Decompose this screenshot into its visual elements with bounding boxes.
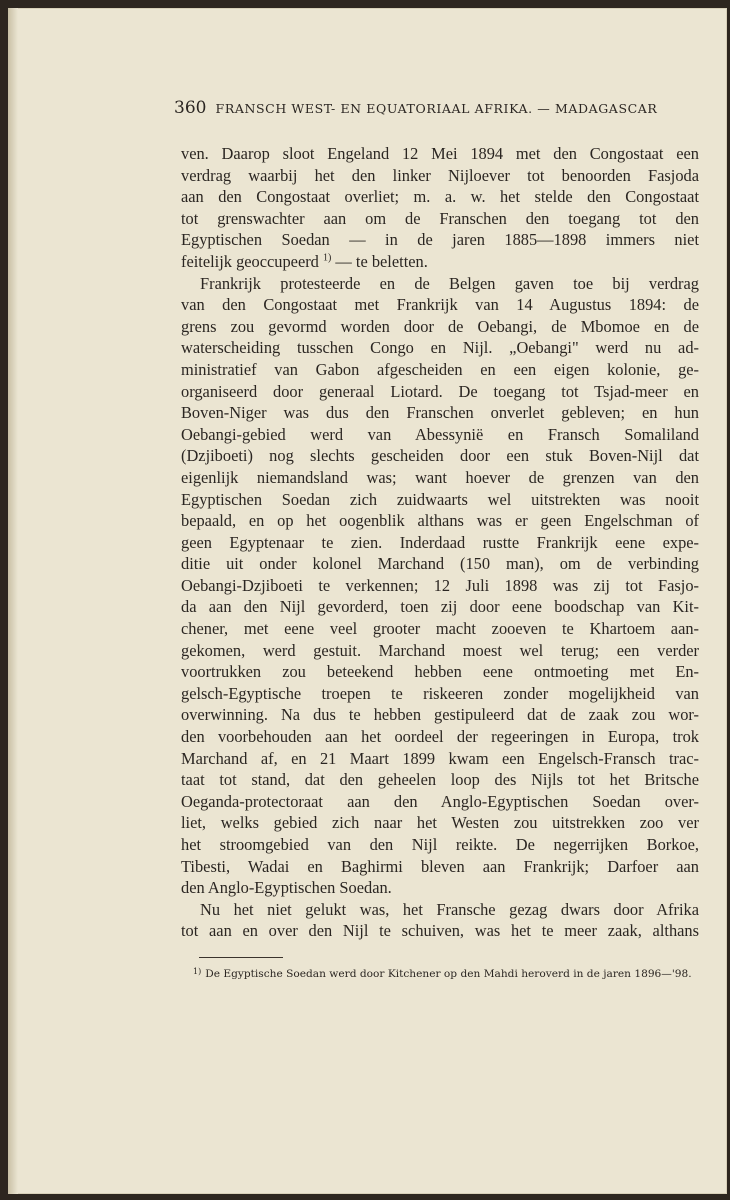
paragraph-2-line: gelsch-Egyptische troepen te riskeeren zonder mogelijkheid van	[181, 683, 699, 703]
paragraph-2-line: ditie uit onder kolonel Marchand (150 man), om de verbinding	[181, 554, 699, 574]
footnote-text: De Egyptische Soedan werd door Kitchener op den Mahdi heroverd in de jaren 1896—'98.	[205, 968, 692, 980]
paragraph-2-line: overwinning. Na dus te hebben gestipuleerd dat de zaak zou wor-	[181, 705, 699, 725]
paragraph-1-line: verdrag waarbij het den linker Nijloever tot benoorden Fasjoda	[181, 165, 699, 185]
paragraph-1-line: tot grenswachter aan om de Franschen den toegang tot den	[181, 208, 699, 228]
page-gutter-shadow	[8, 8, 18, 1194]
paragraph-2-line: da aan den Nijl gevorderd, toen zij door eene boodschap van Kit-	[181, 597, 699, 617]
paragraph-2-line: eigenlijk niemandsland was; want hoever de grenzen van den	[181, 467, 699, 487]
paragraph-3-line: tot aan en over den Nijl te schuiven, was het te meer zaak, althans	[181, 921, 699, 941]
paragraph-2-line: liet, welks gebied zich naar het Westen zou uitstrekken zoo ver	[181, 813, 699, 833]
paragraph-2-line: (Dzjiboeti) nog slechts gescheiden door een stuk Boven-Nijl dat	[181, 446, 699, 466]
paragraph-1-line: ven. Daarop sloot Engeland 12 Mei 1894 met den Congostaat een	[181, 144, 699, 163]
paragraph-1-line: Egyptischen Soedan — in de jaren 1885—1898 immers niet	[181, 230, 699, 250]
paragraph-2-line: Boven-Niger was dus den Franschen onverlet gebleven; en hun	[181, 403, 699, 423]
paragraph-2-line: Egyptischen Soedan zich zuidwaarts wel uitstrekten was nooit	[181, 489, 699, 509]
paragraph-2-line: chener, met eene veel grooter macht zooeven te Khartoem aan-	[181, 619, 699, 639]
paragraph-1-line: aan den Congostaat overliet; m. a. w. het stelde den Congostaat	[181, 187, 699, 207]
paragraph-2-line: ministratief van Gabon afgescheiden en een eigen kolonie, ge-	[181, 359, 699, 379]
text-span: feitelijk geoccupeerd	[181, 251, 323, 271]
footnote-mark: 1)	[193, 967, 202, 976]
paragraph-2-line: Oebangi-gebied werd van Abessynië en Fransch Somaliland	[181, 424, 699, 444]
paragraph-2-line: geen Egyptenaar te zien. Inderdaad rustte Frankrijk eene expe-	[181, 532, 699, 552]
running-head	[174, 98, 700, 118]
paragraph-2-line: den voorbehouden aan het oordeel der regeeringen in Europa, trok	[181, 727, 699, 747]
paragraph-2-line: Tibesti, Wadai en Baghirmi bleven aan Frankrijk; Darfoer aan	[181, 856, 699, 876]
footnote	[181, 964, 699, 982]
paragraph-2-line: het stroomgebied van den Nijl reikte. De negerrijken Borkoe,	[181, 835, 699, 854]
paragraph-1-last-line	[181, 251, 699, 273]
paragraph-2-line: van den Congostaat met Frankrijk van 14 Augustus 1894: de	[181, 295, 699, 315]
paragraph-2-line: grens zou gevormd worden door de Oebangi, de Mbomoe en de	[181, 316, 699, 336]
paragraph-2-line: Oeganda-protectoraat aan den Anglo-Egyptischen Soedan over-	[181, 791, 699, 811]
paragraph-2-last-line: den Anglo-Egyptischen Soedan.	[181, 878, 392, 898]
paragraph-2-line: organiseerd door generaal Liotard. De toegang tot Tsjad-meer en	[181, 381, 699, 401]
paragraph-2-line: waterscheiding tusschen Congo en Nijl. „Oebangi" werd nu ad-	[181, 338, 699, 358]
footnote-reference[interactable]: 1)	[322, 252, 332, 264]
paragraph-2-line: taat tot stand, dat den geheelen loop des Nijls tot het Britsche	[181, 770, 699, 790]
paragraph-2-line: Oebangi-Dzjiboeti te verkennen; 12 Juli 1898 was zij tot Fasjo-	[181, 575, 699, 595]
running-head-title: FRANSCH WEST- EN EQUATORIAAL AFRIKA. — MADAGASCAR	[215, 101, 658, 116]
paragraph-2-line: gekomen, werd gestuit. Marchand moest wel terug; een verder	[181, 640, 699, 660]
body-text	[181, 143, 699, 942]
paragraph-2-line: Marchand af, en 21 Maart 1899 kwam een Engelsch-Fransch trac-	[181, 748, 699, 768]
text-span: — te beletten.	[331, 251, 428, 271]
paragraph-3-line: Nu het niet gelukt was, het Fransche gezag dwars door Afrika	[200, 899, 699, 919]
footnote-rule	[199, 957, 283, 958]
paragraph-2-line: bepaald, en op het oogenblik althans was er geen Engelschman of	[181, 511, 699, 531]
page-number: 360	[174, 98, 207, 118]
paragraph-2-line: voortrukken zou beteekend hebben eene ontmoeting met En-	[181, 662, 699, 682]
paragraph-2-line: Frankrijk protesteerde en de Belgen gaven toe bij verdrag	[200, 273, 699, 293]
